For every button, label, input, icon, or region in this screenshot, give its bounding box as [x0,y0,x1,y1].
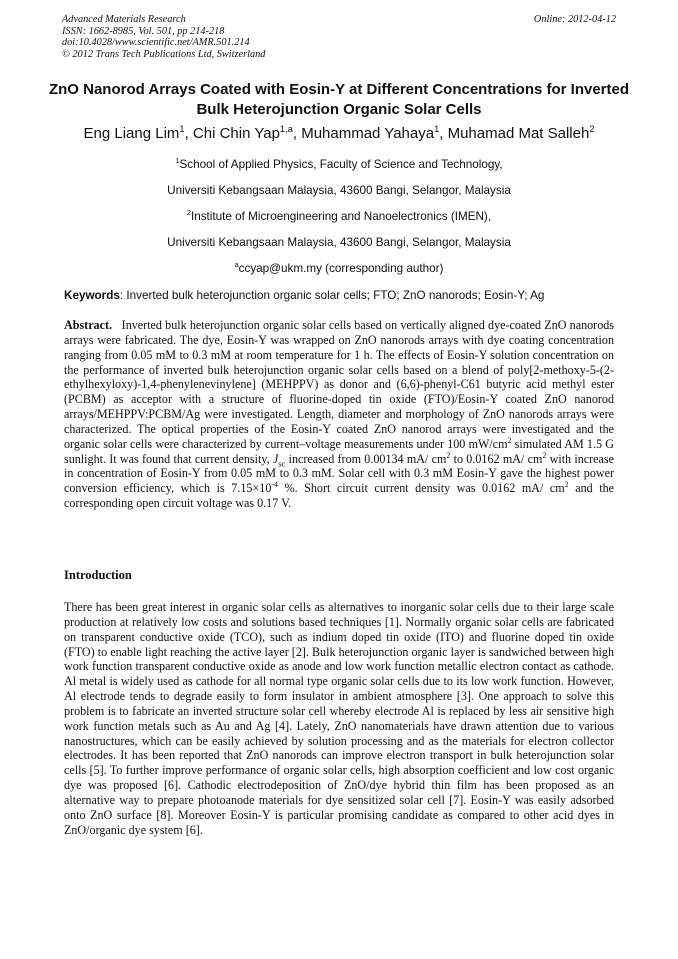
affiliation-2-line-1: $^2$Institute of Microengineering and Nanoelectronics (IMEN), [186,207,492,223]
keywords-label: Keywords [64,289,120,302]
keywords-text: : Inverted bulk heterojunction organic solar cells; FTO; ZnO nanorods; Eosin-Y; Ag [119,289,545,302]
author-affiliation-mark: 1,a [279,123,293,134]
issn-line: ISSN: 1662-8985, Vol. 501, pp 214-218 [62,25,225,37]
journal-name: Advanced Materials Research [62,14,186,25]
doi-line: doi:10.4028/www.scientific.net/AMR.501.214 [62,37,250,49]
copyright-line: © 2012 Trans Tech Publications Ltd, Switzerland [62,48,266,60]
corresponding-email: $^a$ccyap@ukm.my (corresponding author) [234,259,444,275]
affiliation-1-line-2: Universiti Kebangsaan Malaysia, 43600 Bangi, Selangor, Malaysia [167,184,511,197]
journal-header [62,14,616,60]
author-affiliation-mark: 1 [179,123,185,134]
author-name: Eng Liang Lim [83,125,180,142]
author-affiliation-mark: 2 [589,123,595,134]
paper-title: ZnO Nanorod Arrays Coated with Eosin-Y at Different Concentrations for Inverted Bulk Heterojunction Organic Solar Cells [48,81,630,118]
abstract-label: Abstract. [64,318,113,332]
online-date: Online: 2012-04-12 [533,14,616,25]
author-list: Eng Liang Lim$^1$, Chi Chin Yap$^{1,a}$, Muhammad Yahaya$^1$, Muhamad Mat Salleh$^2$ [83,123,595,142]
affiliation-2-line-2: Universiti Kebangsaan Malaysia, 43600 Bangi, Selangor, Malaysia [167,236,511,249]
author-name: Muhammad Yahaya [301,125,435,142]
author-name: Chi Chin Yap [192,125,280,142]
affiliation-1-line-1: $^1$School of Applied Physics, Faculty of Science and Technology, [175,155,503,171]
section-heading-introduction: Introduction [64,568,132,582]
abstract: Abstract. Inverted bulk heterojunction organic solar cells based on vertically aligned dye-coated ZnO nanorods arrays were fabricated. The dye, Eosin-Y was wrapped on ZnO nanorods arrays with dye coating concentration ranging from 0.05 mM to 0.3 mM at room temperature for 1 h. The effects of Eosin-Y solution concentration on the performance of inverted bulk heterojunction organic solar cells based on a blend of poly[2-methoxy-5-(2-ethylhexyloxy)-1,4-phenylenevinylene] (MEHPPV) as donor and (6,6)-phenyl-C61 butyric acid methyl ester (PCBM) as acceptor with a structure of fluorine-doped tin oxide (FTO)/Eosin-Y coated ZnO nanorod arrays/MEHPPV:PCBM/Ag were investigated. Length, diameter and morphology of ZnO nanorods arrays were characterized. The optical properties of the Eosin-Y coated ZnO nanorod arrays were investigated and the organic solar cells were characterized by current–voltage measurements under 100 $mW/cm^2$ simulated AM 1.5 G sunlight. It was found that current density, $J_{sc}$ increased from 0.00134 mA/ $cm^2$ to 0.0162 mA/ $cm^2$ with increase in concentration of Eosin-Y from 0.05 mM to 0.3 mM. Solar cell with 0.3 mM Eosin-Y gave the highest power conversion efficiency, which is $7.15\times 10^{-4}$ %. Short circuit current density was 0.0162 mA/ $cm^2$ and the corresponding open circuit voltage was 0.17 V. [64,318,614,511]
keywords [64,289,618,303]
author-affiliation-mark: 1 [434,123,440,134]
author-name: Muhamad Mat Salleh [447,125,590,142]
introduction-body: There has been great interest in organic solar cells as alternatives to inorganic solar cells due to their large scale production at relatively low costs and solutions based techniques [1]. Normally organic solar cells are fabricated on transparent conductive oxide (TCO), such as indium doped tin oxide (ITO) and fluorine doped tin oxide (FTO) to enable light reaching the active layer [2]. Bulk heterojunction organic layer is sandwiched between high work function transparent conductive oxide as anode and low work function metallic electron contact as cathode. Al metal is widely used as cathode for all normal type organic solar cells due to its low work function. However, Al electrode tends to degrade easily to form insulator in ambient atmosphere [3]. One approach to solve this problem is to fabricate an inverted structure solar cell whereby electrode Al is replaced by less air sensitive high work function metals such as Au and Ag [4]. Lately, ZnO nanomaterials have drawn attention due to various nanostructures, which can be easily achieved by solution processing and as the materials for electron collector electrodes. It has been reported that ZnO nanorods can improve electron transport in bulk heterojunction solar cells [5]. To further improve performance of organic solar cells, high absorption coefficient and low cost organic dye was proposed [6]. Cathodic electrodeposition of ZnO/dye hybrid thin film has been proposed as an alternative way to prepare photoanode materials for dye sensitized solar cell [7]. Eosin-Y was easily adsorbed onto ZnO surface [8]. Moreover Eosin-Y is particular promising candidate as compared to other acid dyes in ZnO/organic dye system [6]. [64,600,614,837]
